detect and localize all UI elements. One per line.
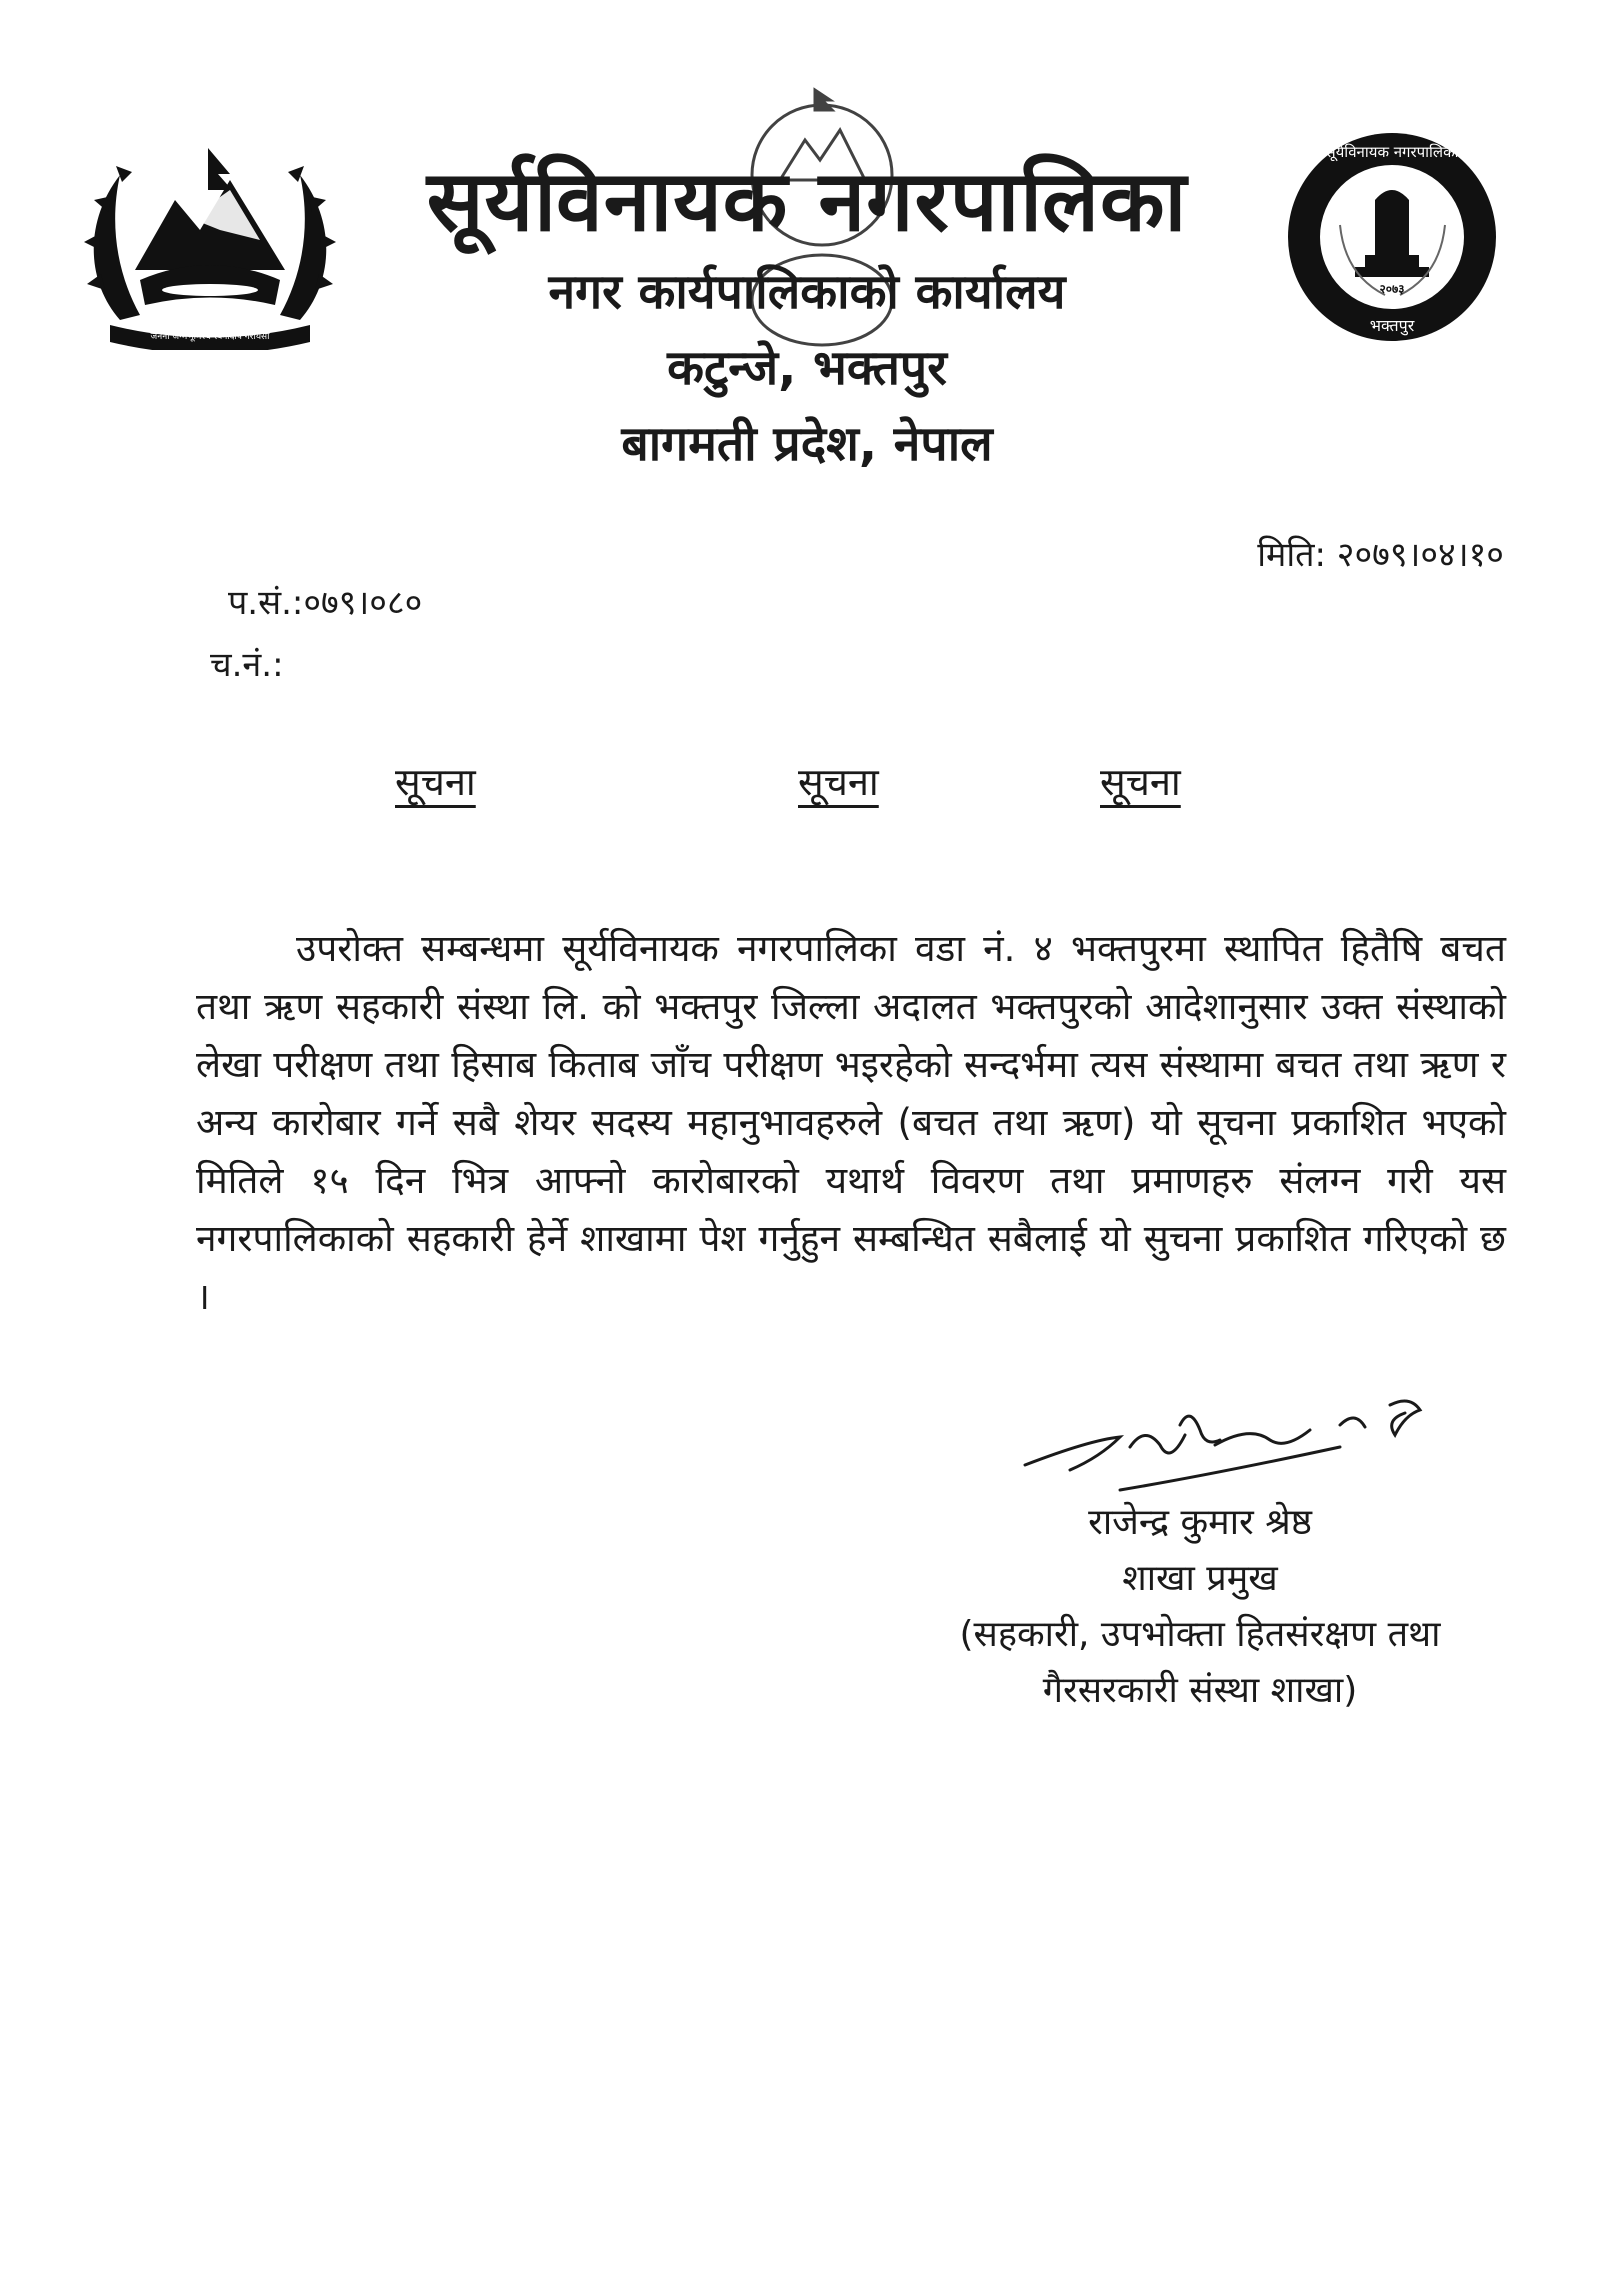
signature-mark — [1010, 1385, 1470, 1505]
address-line-1: कटुन्जे, भक्तपुर — [667, 340, 947, 396]
seal-year: २०७३ — [1379, 282, 1405, 296]
signatory-name: राजेन्द्र कुमार श्रेष्ठ — [1088, 1502, 1312, 1543]
letter-date: मिति: २०७९।०४।१० — [1257, 535, 1504, 575]
notice-heading-1: सूचना — [395, 760, 476, 804]
address-line-2: बागमती प्रदेश, नेपाल — [621, 416, 993, 472]
office-name: नगर कार्यपालिकाको कार्यालय — [548, 264, 1066, 320]
seal-place-text: भक्तपुर — [1369, 316, 1415, 335]
municipality-title: सूर्यविनायक नगरपालिका — [426, 152, 1188, 250]
dispatch-number: च.नं.: — [210, 645, 284, 685]
signatory-position: शाखा प्रमुख — [1122, 1558, 1278, 1599]
signatory-block — [880, 1495, 1520, 1719]
signatory-department-1: (सहकारी, उपभोक्ता हितसंरक्षण तथा — [959, 1614, 1441, 1655]
reference-number: प.सं.:०७९।०८० — [228, 583, 423, 623]
notice-body: उपरोक्त सम्बन्धमा सूर्यविनायक नगरपालिका वडा नं. ४ भक्तपुरमा स्थापित हितैषि बचत तथा ऋण सहकारी संस्था लि. को भक्तपुर जिल्ला अदालत भक्तपुरको आदेशानुसार उक्त संस्थाको लेखा परीक्षण तथा हिसाब किताब जाँच परीक्षण भइरहेको सन्दर्भमा त्यस संस्थामा बचत तथा ऋण र अन्य कारोबार गर्ने सबै शेयर सदस्य महानुभावहरुले (बचत तथा ऋण) यो सूचना प्रकाशित भएको मितिले १५ दिन भित्र आफ्नो कारोबारको यथार्थ विवरण तथा प्रमाणहरु संलग्न गरी यस नगरपालिकाको सहकारी हेर्ने शाखामा पेश गर्नुहुन सम्बन्धित सबैलाई यो सुचना प्रकाशित गरिएको छ । — [196, 927, 1506, 1318]
notice-heading-2: सूचना — [798, 760, 879, 804]
seal-name-text: सूर्यविनायक नगरपालिका — [1325, 143, 1459, 161]
notice-heading-3: सूचना — [1100, 760, 1181, 804]
signatory-department-2: गैरसरकारी संस्था शाखा) — [1042, 1670, 1358, 1711]
coat-of-arms-motto: जननी जन्मभूमिश्च स्वर्गादपि गरीयसी — [150, 332, 270, 342]
